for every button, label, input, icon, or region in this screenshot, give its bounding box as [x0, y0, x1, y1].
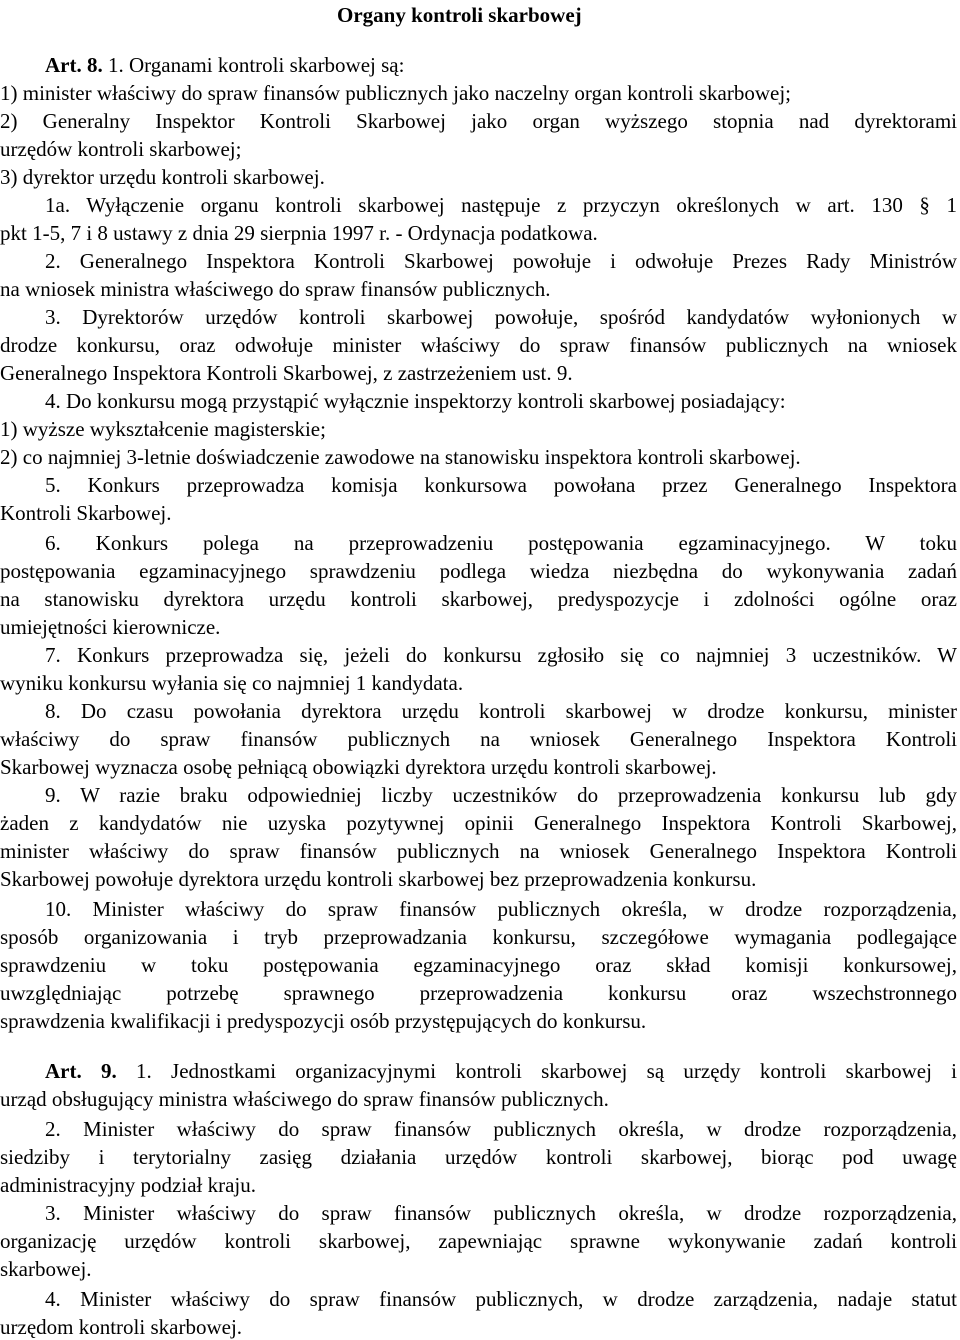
art8-first-line	[45, 52, 404, 78]
art8-line: 8. Do czasu powołania dyrektora urzędu kontroli skarbowej w drodze konkursu, minister	[45, 699, 957, 723]
art8-line: sprawdzeniu w toku postępowania egzaminacyjnego oraz skład komisji konkursowej,	[0, 953, 957, 977]
art8-label: Art. 8.	[45, 53, 103, 77]
art9-line: 1. Jednostkami organizacyjnymi kontroli skarbowej są urzędy kontroli skarbowej i	[136, 1059, 958, 1083]
art8-line: 1) minister właściwy do spraw finansów publicznych jako naczelny organ kontroli skarbowej;	[0, 81, 791, 105]
art9-label: Art. 9.	[45, 1059, 117, 1083]
art8-line: drodze konkursu, oraz odwołuje minister właściwy do spraw finansów publicznych na wniosek	[0, 333, 957, 357]
art8-line: 2) co najmniej 3-letnie doświadczenie zawodowe na stanowisku inspektora kontroli skarbowej.	[0, 445, 801, 469]
art8-line: Skarbowej powołuje dyrektora urzędu kontroli skarbowej bez przeprowadzenia konkursu.	[0, 867, 757, 891]
art8-line: 3) dyrektor urzędu kontroli skarbowej.	[0, 165, 325, 189]
art8-line: postępowania egzaminacyjnego sprawdzeniu podlega wiedza niezbędna do wykonywania zadań	[0, 559, 957, 583]
art9-line: organizację urzędów kontroli skarbowej, zapewniając sprawne wykonywanie zadań kontroli	[0, 1229, 957, 1253]
art8-line: wyniku konkursu wyłania się co najmniej 1 kandydata.	[0, 671, 464, 695]
art9-line: 3. Minister właściwy do spraw finansów publicznych określa, w drodze rozporządzenia,	[45, 1201, 957, 1225]
art8-line: 9. W razie braku odpowiedniej liczby uczestników do przeprowadzenia konkursu lub gdy	[45, 783, 957, 807]
art8-line: na stanowisku dyrektora urzędu kontroli skarbowej, predyspozycje i zdolności ogólne oraz	[0, 587, 957, 611]
art8-line: 10. Minister właściwy do spraw finansów publicznych określa, w drodze rozporządzenia,	[45, 897, 957, 921]
art8-line: 6. Konkurs polega na przeprowadzeniu postępowania egzaminacyjnego. W toku	[45, 531, 957, 555]
art8-line: minister właściwy do spraw finansów publicznych na wniosek Generalnego Inspektora Kontroli	[0, 839, 957, 863]
art8-line: na wniosek ministra właściwego do spraw finansów publicznych.	[0, 277, 551, 301]
art8-line: 4. Do konkursu mogą przystąpić wyłącznie inspektorzy kontroli skarbowej posiadający:	[45, 389, 786, 413]
art8-line: 3. Dyrektorów urzędów kontroli skarbowej powołuje, spośród kandydatów wyłonionych w	[45, 305, 957, 329]
art9-line: urząd obsługujący ministra właściwego do spraw finansów publicznych.	[0, 1087, 609, 1111]
art9-line: skarbowej.	[0, 1257, 92, 1281]
art9-line: siedziby i terytorialny zasięg działania urzędów kontroli skarbowej, biorąc pod uwagę	[0, 1145, 957, 1169]
art8-line: 7. Konkurs przeprowadza się, jeżeli do konkursu zgłosiło się co najmniej 3 uczestników. W	[45, 643, 957, 667]
art8-line: 1a. Wyłączenie organu kontroli skarbowej następuje z przyczyn określonych w art. 130 § 1	[45, 193, 957, 217]
art8-line: 5. Konkurs przeprowadza komisja konkursowa powołana przez Generalnego Inspektora	[45, 473, 957, 497]
page-title: Organy kontroli skarbowej	[337, 3, 582, 27]
art8-line: żaden z kandydatów nie uzyska pozytywnej opinii Generalnego Inspektora Kontroli Skarbowej,	[0, 811, 957, 835]
art8-line: urzędów kontroli skarbowej;	[0, 137, 242, 161]
art9-line: 2. Minister właściwy do spraw finansów publicznych określa, w drodze rozporządzenia,	[45, 1117, 957, 1141]
art8-line: Skarbowej wyznacza osobę pełniącą obowiązki dyrektora urzędu kontroli skarbowej.	[0, 755, 717, 779]
art8-line: 2. Generalnego Inspektora Kontroli Skarbowej powołuje i odwołuje Prezes Rady Ministrów	[45, 249, 957, 273]
art8-line: właściwy do spraw finansów publicznych na wniosek Generalnego Inspektora Kontroli	[0, 727, 957, 751]
art9-line: urzędom kontroli skarbowej.	[0, 1315, 243, 1339]
art8-line: umiejętności kierownicze.	[0, 615, 221, 639]
art9-line: 4. Minister właściwy do spraw finansów publicznych, w drodze zarządzenia, nadaje statut	[45, 1287, 957, 1311]
art8-line: Kontroli Skarbowej.	[0, 501, 172, 525]
art8-line: 2) Generalny Inspektor Kontroli Skarbowej jako organ wyższego stopnia nad dyrektorami	[0, 109, 957, 133]
art8-line: Generalnego Inspektora Kontroli Skarbowej, z zastrzeżeniem ust. 9.	[0, 361, 573, 385]
art8-line: sposób organizowania i tryb przeprowadzania konkursu, szczegółowe wymagania podlegające	[0, 925, 957, 949]
art8-line: 1) wyższe wykształcenie magisterskie;	[0, 417, 326, 441]
art8-line: pkt 1-5, 7 i 8 ustawy z dnia 29 sierpnia 1997 r. - Ordynacja podatkowa.	[0, 221, 598, 245]
art8-line: uwzględniając potrzebę sprawnego przeprowadzenia konkursu oraz wszechstronnego	[0, 981, 957, 1005]
art9-first-line	[45, 1058, 957, 1084]
art8-line: 1. Organami kontroli skarbowej są:	[107, 53, 405, 77]
art8-line: sprawdzenia kwalifikacji i predyspozycji osób przystępujących do konkursu.	[0, 1009, 647, 1033]
art9-line: administracyjny podział kraju.	[0, 1173, 257, 1197]
